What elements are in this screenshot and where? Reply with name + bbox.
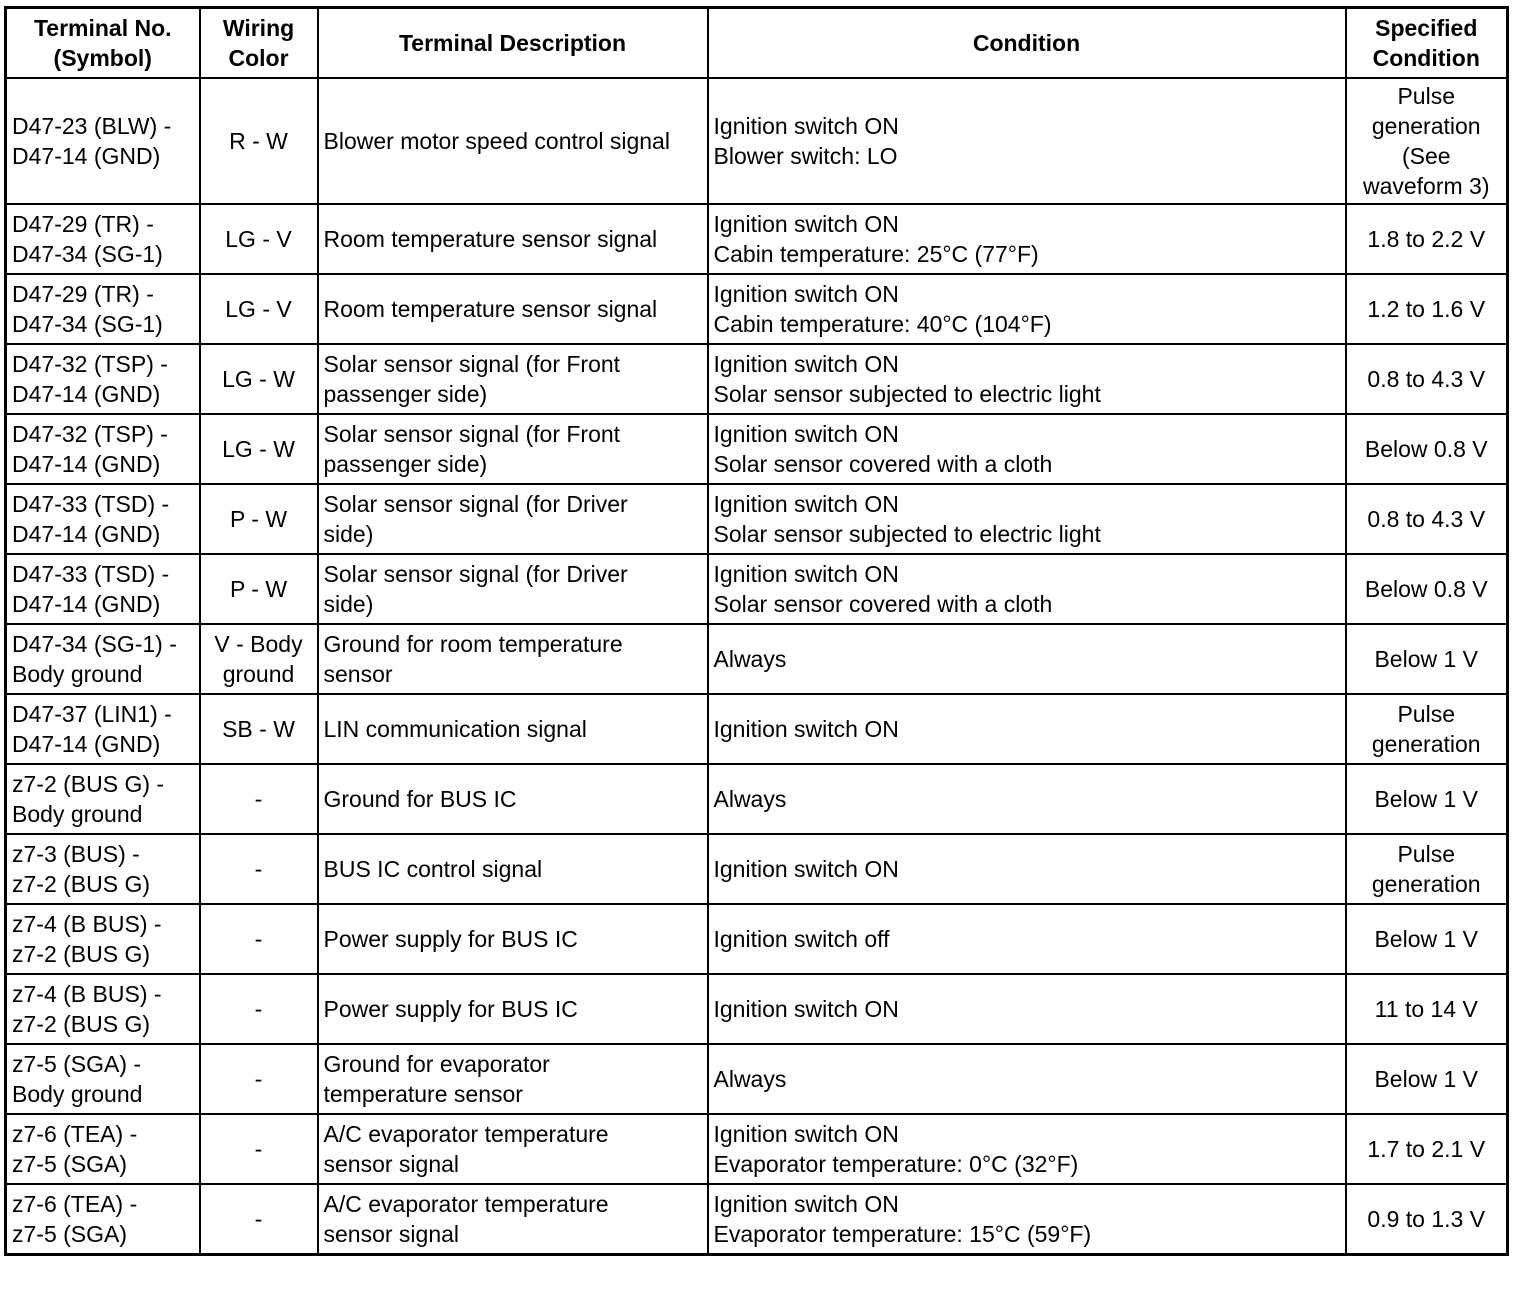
terminal-spec-table-container bbox=[4, 6, 1509, 1256]
cell-line: Solar sensor signal (for Driver bbox=[323, 561, 628, 587]
cell-line: sensor signal bbox=[323, 1151, 460, 1177]
description-cell bbox=[318, 624, 708, 694]
specified-condition-cell bbox=[1346, 1184, 1508, 1255]
cell-line: Ignition switch ON bbox=[713, 716, 899, 742]
cell-line: D47-32 (TSP) - bbox=[12, 351, 168, 377]
specified-condition-cell bbox=[1346, 204, 1508, 274]
cell-line: passenger side) bbox=[323, 381, 488, 407]
wiring-color-cell bbox=[200, 554, 318, 624]
wiring-color-cell bbox=[200, 974, 318, 1044]
cell-line: D47-34 (SG-1) bbox=[12, 311, 163, 337]
cell-line: P - W bbox=[229, 576, 288, 602]
specified-condition-cell bbox=[1346, 344, 1508, 414]
header-terminal-description bbox=[318, 8, 708, 79]
cell-line: 0.9 to 1.3 V bbox=[1367, 1206, 1486, 1232]
cell-line: Color bbox=[228, 45, 289, 71]
terminal-cell bbox=[6, 974, 200, 1044]
cell-line: Body ground bbox=[12, 661, 143, 687]
cell-line: Ignition switch ON bbox=[713, 211, 899, 237]
cell-line: LG - W bbox=[222, 436, 295, 462]
table-row bbox=[6, 834, 1508, 904]
cell-line: - bbox=[254, 856, 263, 882]
cell-line: Pulse bbox=[1397, 701, 1456, 727]
cell-line: Evaporator temperature: 15°C (59°F) bbox=[713, 1221, 1092, 1247]
condition-cell bbox=[708, 554, 1346, 624]
condition-cell bbox=[708, 344, 1346, 414]
description-cell bbox=[318, 694, 708, 764]
cell-line: D47-32 (TSP) - bbox=[12, 421, 168, 447]
table-row bbox=[6, 764, 1508, 834]
wiring-color-cell bbox=[200, 78, 318, 204]
cell-line: - bbox=[254, 926, 263, 952]
cell-line: Power supply for BUS IC bbox=[323, 996, 578, 1022]
wiring-color-cell bbox=[200, 1044, 318, 1114]
cell-line: z7-6 (TEA) - bbox=[12, 1191, 138, 1217]
cell-line: Ignition switch ON bbox=[713, 421, 899, 447]
terminal-cell bbox=[6, 624, 200, 694]
description-cell bbox=[318, 1044, 708, 1114]
table-row bbox=[6, 904, 1508, 974]
terminal-spec-table bbox=[4, 6, 1509, 1256]
description-cell bbox=[318, 1184, 708, 1255]
header-row bbox=[6, 8, 1508, 79]
description-cell bbox=[318, 414, 708, 484]
cell-line: Ignition switch ON bbox=[713, 1121, 899, 1147]
cell-line: D47-14 (GND) bbox=[12, 381, 161, 407]
cell-line: Solar sensor subjected to electric light bbox=[713, 381, 1101, 407]
specified-condition-cell bbox=[1346, 1044, 1508, 1114]
table-row bbox=[6, 1114, 1508, 1184]
cell-line: R - W bbox=[229, 128, 288, 154]
terminal-cell bbox=[6, 694, 200, 764]
cell-line: Terminal Description bbox=[398, 30, 627, 56]
header-terminal bbox=[6, 8, 200, 79]
table-row bbox=[6, 78, 1508, 204]
wiring-color-cell bbox=[200, 484, 318, 554]
terminal-cell bbox=[6, 204, 200, 274]
table-row bbox=[6, 1184, 1508, 1255]
cell-line: Ground for BUS IC bbox=[323, 786, 517, 812]
condition-cell bbox=[708, 204, 1346, 274]
description-cell bbox=[318, 834, 708, 904]
cell-line: sensor bbox=[323, 661, 393, 687]
cell-line: Ground for evaporator bbox=[323, 1051, 550, 1077]
cell-line: P - W bbox=[229, 506, 288, 532]
cell-line: D47-34 (SG-1) bbox=[12, 241, 163, 267]
cell-line: Below 0.8 V bbox=[1364, 576, 1488, 602]
cell-line: D47-29 (TR) - bbox=[12, 211, 154, 237]
table-row bbox=[6, 974, 1508, 1044]
cell-line: 1.8 to 2.2 V bbox=[1367, 226, 1486, 252]
cell-line: Blower switch: LO bbox=[713, 143, 898, 169]
cell-line: V - Body bbox=[214, 631, 303, 657]
cell-line: Blower motor speed control signal bbox=[323, 128, 670, 154]
description-cell bbox=[318, 1114, 708, 1184]
cell-line: side) bbox=[323, 591, 374, 617]
table-row bbox=[6, 554, 1508, 624]
description-cell bbox=[318, 974, 708, 1044]
specified-condition-cell bbox=[1346, 414, 1508, 484]
cell-line: Always bbox=[713, 1066, 787, 1092]
cell-line: Ignition switch ON bbox=[713, 113, 899, 139]
cell-line: Below 1 V bbox=[1374, 646, 1479, 672]
cell-line: Cabin temperature: 25°C (77°F) bbox=[713, 241, 1039, 267]
cell-line: D47-14 (GND) bbox=[12, 591, 161, 617]
terminal-cell bbox=[6, 764, 200, 834]
specified-condition-cell bbox=[1346, 764, 1508, 834]
cell-line: Cabin temperature: 40°C (104°F) bbox=[713, 311, 1052, 337]
cell-line: Solar sensor covered with a cloth bbox=[713, 451, 1053, 477]
terminal-cell bbox=[6, 554, 200, 624]
cell-line: A/C evaporator temperature bbox=[323, 1121, 609, 1147]
terminal-cell bbox=[6, 484, 200, 554]
condition-cell bbox=[708, 694, 1346, 764]
cell-line: Room temperature sensor signal bbox=[323, 296, 658, 322]
table-row bbox=[6, 204, 1508, 274]
description-cell bbox=[318, 78, 708, 204]
table-row bbox=[6, 414, 1508, 484]
description-cell bbox=[318, 764, 708, 834]
table-row bbox=[6, 484, 1508, 554]
header-wiring-color bbox=[200, 8, 318, 79]
cell-line: Always bbox=[713, 786, 787, 812]
specified-condition-cell bbox=[1346, 624, 1508, 694]
table-row bbox=[6, 694, 1508, 764]
cell-line: Ignition switch ON bbox=[713, 351, 899, 377]
condition-cell bbox=[708, 1044, 1346, 1114]
cell-line: generation bbox=[1371, 731, 1481, 757]
header-specified-condition bbox=[1346, 8, 1508, 79]
cell-line: Condition bbox=[1372, 45, 1480, 71]
wiring-color-cell bbox=[200, 274, 318, 344]
terminal-cell bbox=[6, 904, 200, 974]
condition-cell bbox=[708, 78, 1346, 204]
cell-line: Evaporator temperature: 0°C (32°F) bbox=[713, 1151, 1079, 1177]
wiring-color-cell bbox=[200, 1114, 318, 1184]
condition-cell bbox=[708, 974, 1346, 1044]
cell-line: LG - V bbox=[225, 296, 292, 322]
table-row bbox=[6, 344, 1508, 414]
condition-cell bbox=[708, 484, 1346, 554]
cell-line: Ignition switch ON bbox=[713, 996, 899, 1022]
table-row bbox=[6, 624, 1508, 694]
specified-condition-cell bbox=[1346, 694, 1508, 764]
cell-line: Room temperature sensor signal bbox=[323, 226, 658, 252]
cell-line: - bbox=[254, 786, 263, 812]
specified-condition-cell bbox=[1346, 904, 1508, 974]
cell-line: generation bbox=[1371, 871, 1481, 897]
table-body bbox=[6, 78, 1508, 1255]
terminal-cell bbox=[6, 274, 200, 344]
cell-line: - bbox=[254, 996, 263, 1022]
terminal-cell bbox=[6, 1184, 200, 1255]
cell-line: - bbox=[254, 1206, 263, 1232]
cell-line: BUS IC control signal bbox=[323, 856, 543, 882]
wiring-color-cell bbox=[200, 694, 318, 764]
cell-line: waveform 3) bbox=[1362, 173, 1490, 199]
wiring-color-cell bbox=[200, 414, 318, 484]
cell-line: D47-14 (GND) bbox=[12, 731, 161, 757]
cell-line: generation bbox=[1371, 113, 1481, 139]
cell-line: z7-5 (SGA) - bbox=[12, 1051, 142, 1077]
cell-line: Below 1 V bbox=[1374, 926, 1479, 952]
cell-line: Terminal No. bbox=[33, 15, 172, 41]
cell-line: Ignition switch ON bbox=[713, 561, 899, 587]
cell-line: Body ground bbox=[12, 1081, 143, 1107]
wiring-color-cell bbox=[200, 764, 318, 834]
cell-line: D47-29 (TR) - bbox=[12, 281, 154, 307]
cell-line: D47-23 (BLW) - bbox=[12, 113, 172, 139]
wiring-color-cell bbox=[200, 834, 318, 904]
cell-line: z7-5 (SGA) bbox=[12, 1151, 128, 1177]
description-cell bbox=[318, 904, 708, 974]
cell-line: z7-3 (BUS) - bbox=[12, 841, 140, 867]
header-condition bbox=[708, 8, 1346, 79]
cell-line: Solar sensor covered with a cloth bbox=[713, 591, 1053, 617]
cell-line: D47-14 (GND) bbox=[12, 451, 161, 477]
cell-line: Wiring bbox=[222, 15, 295, 41]
cell-line: Body ground bbox=[12, 801, 143, 827]
condition-cell bbox=[708, 274, 1346, 344]
wiring-color-cell bbox=[200, 344, 318, 414]
cell-line: - bbox=[254, 1136, 263, 1162]
cell-line: - bbox=[254, 1066, 263, 1092]
cell-line: D47-33 (TSD) - bbox=[12, 561, 170, 587]
cell-line: Solar sensor signal (for Front bbox=[323, 351, 621, 377]
cell-line: z7-2 (BUS G) - bbox=[12, 771, 165, 797]
cell-line: temperature sensor bbox=[323, 1081, 523, 1107]
cell-line: z7-2 (BUS G) bbox=[12, 941, 151, 967]
condition-cell bbox=[708, 1114, 1346, 1184]
terminal-cell bbox=[6, 414, 200, 484]
wiring-color-cell bbox=[200, 904, 318, 974]
condition-cell bbox=[708, 414, 1346, 484]
cell-line: 0.8 to 4.3 V bbox=[1367, 506, 1486, 532]
description-cell bbox=[318, 204, 708, 274]
cell-line: z7-4 (B BUS) - bbox=[12, 911, 162, 937]
specified-condition-cell bbox=[1346, 554, 1508, 624]
description-cell bbox=[318, 274, 708, 344]
cell-line: LG - V bbox=[225, 226, 292, 252]
cell-line: Solar sensor signal (for Driver bbox=[323, 491, 628, 517]
cell-line: Ignition switch ON bbox=[713, 856, 899, 882]
specified-condition-cell bbox=[1346, 834, 1508, 904]
cell-line: Below 1 V bbox=[1374, 786, 1479, 812]
terminal-cell bbox=[6, 1044, 200, 1114]
cell-line: A/C evaporator temperature bbox=[323, 1191, 609, 1217]
cell-line: side) bbox=[323, 521, 374, 547]
cell-line: (See bbox=[1401, 143, 1451, 169]
terminal-cell bbox=[6, 344, 200, 414]
cell-line: Pulse bbox=[1397, 83, 1456, 109]
description-cell bbox=[318, 344, 708, 414]
cell-line: Always bbox=[713, 646, 787, 672]
terminal-cell bbox=[6, 78, 200, 204]
cell-line: 0.8 to 4.3 V bbox=[1367, 366, 1486, 392]
terminal-cell bbox=[6, 1114, 200, 1184]
cell-line: Ignition switch off bbox=[713, 926, 890, 952]
cell-line: Power supply for BUS IC bbox=[323, 926, 578, 952]
cell-line: z7-2 (BUS G) bbox=[12, 871, 151, 897]
cell-line: Pulse bbox=[1397, 841, 1456, 867]
cell-line: Below 1 V bbox=[1374, 1066, 1479, 1092]
cell-line: LG - W bbox=[222, 366, 295, 392]
condition-cell bbox=[708, 624, 1346, 694]
table-row bbox=[6, 274, 1508, 344]
specified-condition-cell bbox=[1346, 1114, 1508, 1184]
cell-line: z7-4 (B BUS) - bbox=[12, 981, 162, 1007]
table-row bbox=[6, 1044, 1508, 1114]
terminal-cell bbox=[6, 834, 200, 904]
specified-condition-cell bbox=[1346, 974, 1508, 1044]
specified-condition-cell bbox=[1346, 274, 1508, 344]
cell-line: Ignition switch ON bbox=[713, 281, 899, 307]
cell-line: passenger side) bbox=[323, 451, 488, 477]
cell-line: z7-2 (BUS G) bbox=[12, 1011, 151, 1037]
cell-line: Solar sensor subjected to electric light bbox=[713, 521, 1101, 547]
cell-line: D47-37 (LIN1) - bbox=[12, 701, 172, 727]
cell-line: Ground for room temperature bbox=[323, 631, 623, 657]
cell-line: Ignition switch ON bbox=[713, 491, 899, 517]
condition-cell bbox=[708, 834, 1346, 904]
cell-line: D47-14 (GND) bbox=[12, 521, 161, 547]
cell-line: 1.7 to 2.1 V bbox=[1367, 1136, 1486, 1162]
cell-line: D47-14 (GND) bbox=[12, 143, 161, 169]
condition-cell bbox=[708, 1184, 1346, 1255]
cell-line: D47-33 (TSD) - bbox=[12, 491, 170, 517]
cell-line: Solar sensor signal (for Front bbox=[323, 421, 621, 447]
cell-line: ground bbox=[222, 661, 295, 687]
cell-line: z7-6 (TEA) - bbox=[12, 1121, 138, 1147]
cell-line: Condition bbox=[972, 30, 1081, 56]
cell-line: LIN communication signal bbox=[323, 716, 587, 742]
cell-line: D47-34 (SG-1) - bbox=[12, 631, 177, 657]
cell-line: z7-5 (SGA) bbox=[12, 1221, 128, 1247]
description-cell bbox=[318, 554, 708, 624]
wiring-color-cell bbox=[200, 204, 318, 274]
cell-line: 1.2 to 1.6 V bbox=[1367, 296, 1486, 322]
wiring-color-cell bbox=[200, 624, 318, 694]
wiring-color-cell bbox=[200, 1184, 318, 1255]
specified-condition-cell bbox=[1346, 484, 1508, 554]
cell-line: SB - W bbox=[222, 716, 295, 742]
condition-cell bbox=[708, 764, 1346, 834]
cell-line: Specified bbox=[1375, 15, 1478, 41]
cell-line: Ignition switch ON bbox=[713, 1191, 899, 1217]
cell-line: (Symbol) bbox=[53, 45, 152, 71]
condition-cell bbox=[708, 904, 1346, 974]
cell-line: 11 to 14 V bbox=[1374, 996, 1478, 1022]
cell-line: Below 0.8 V bbox=[1364, 436, 1488, 462]
cell-line: sensor signal bbox=[323, 1221, 460, 1247]
specified-condition-cell bbox=[1346, 78, 1508, 204]
description-cell bbox=[318, 484, 708, 554]
